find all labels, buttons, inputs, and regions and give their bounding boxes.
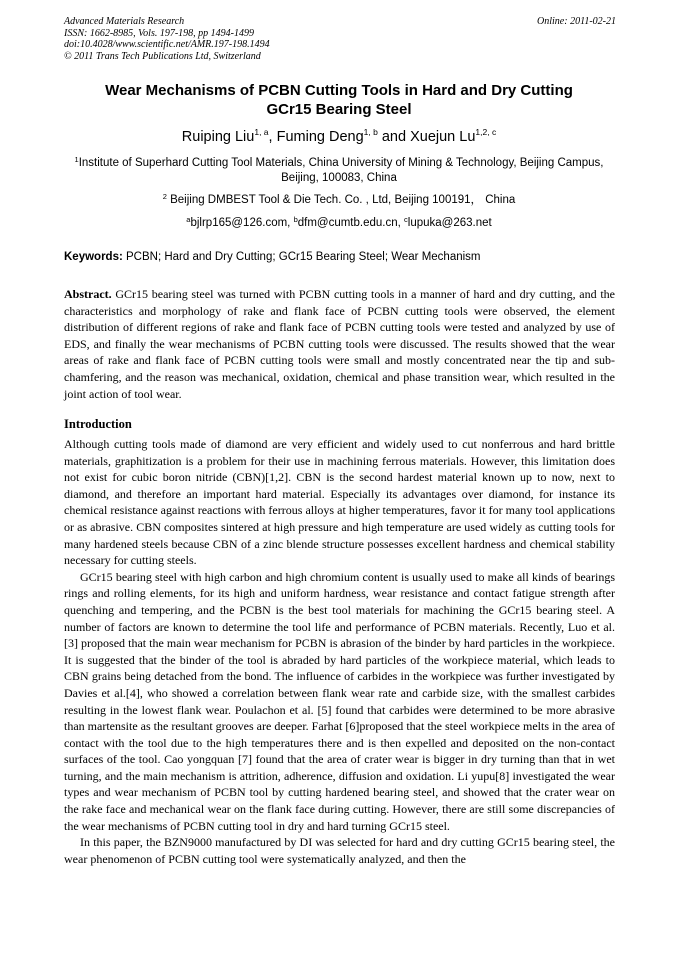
affiliation-2-text: Beijing DMBEST Tool & Die Tech. Co. , Ltd, Beijing 100191， China xyxy=(166,194,516,206)
keywords xyxy=(64,250,616,265)
online-date: Online: 2011-02-21 xyxy=(537,16,616,27)
affiliation-1 xyxy=(64,156,614,186)
title-line-1: Wear Mechanisms of PCBN Cutting Tools in Hard and Dry Cutting xyxy=(105,82,573,99)
author-sup-3: 1,2, c xyxy=(475,127,497,137)
abstract-label: Abstract. xyxy=(64,287,112,301)
author-list xyxy=(64,128,614,146)
author-separator-1: , xyxy=(268,129,277,145)
author-sup-2: 1, b xyxy=(363,127,378,137)
copyright-line: © 2011 Trans Tech Publications Ltd, Switzerland xyxy=(64,50,261,62)
abstract xyxy=(64,286,615,402)
doi-line: doi:10.4028/www.scientific.net/AMR.197-198.1494 xyxy=(64,39,270,50)
affiliation-2-sup: 2 xyxy=(162,192,167,201)
journal-header xyxy=(64,16,616,62)
paper-title xyxy=(64,81,614,119)
author-name-1: Ruiping Liu xyxy=(181,129,255,145)
email-a: bjlrp165@126.com, xyxy=(190,217,294,229)
email-c-sup: c xyxy=(404,215,408,224)
paragraph-1: Although cutting tools made of diamond are very efficient and widely used to cut nonferrous and hard brittle materials, graphitization is a problem for their use in machining ferrous materials. However, this limitation does not exist for cubic boron nitride (CBN)[1,2]. CBN is the second hardest material known up to now, next to diamond, and therefore an important hard material. Especially its advantages over diamond, for instance its chemical resistance against reactions with ferrous alloys at higher temperatures, favor it for many tool applications or as abrasive. CBN composites sintered at high pressure and high temperature are used widely as cutting tools for many hardened steels because CBN of a zinc blende structure possesses excellent hardness and chemical stability necessary for cutting steels. xyxy=(64,437,615,568)
email-a-sup: a xyxy=(186,215,191,224)
introduction-body xyxy=(64,436,615,867)
email-b: dfm@cumtb.edu.cn, xyxy=(297,217,405,229)
affiliation-2 xyxy=(64,193,614,208)
author-name-3: Xuejun Lu xyxy=(410,129,476,145)
email-c: lupuka@263.net xyxy=(407,217,492,229)
affiliation-1-text: Institute of Superhard Cutting Tool Materials, China University of Mining & Technology, Beijing Campus, Beijing, 100083, China xyxy=(78,157,604,184)
issn-line: ISSN: 1662-8985, Vols. 197-198, pp 1494-1499 xyxy=(64,27,254,39)
email-list xyxy=(64,216,614,231)
author-name-2: Fuming Deng xyxy=(276,129,364,145)
keywords-label: Keywords: xyxy=(64,251,123,263)
keywords-text: PCBN; Hard and Dry Cutting; GCr15 Bearing Steel; Wear Mechanism xyxy=(122,251,481,263)
journal-name: Advanced Materials Research xyxy=(64,16,185,27)
abstract-text: GCr15 bearing steel was turned with PCBN cutting tools in a manner of hard and dry cutting, and the characteristics and morphology of rake and flank face of PCBN cutting tools were observed, the element distribution of different regions of rake and flank face of PCBN cutting tools were tested and analyzed by use of EDS, and finally the wear mechanisms of PCBN cutting tools were discussed. The results showed that the wear areas of rake and flank face of PCBN cutting tools were small and mostly concentrated near the tip and sub-chamfering, and the reason was mechanical, oxidation, chemical and phase transition wear, which resulted in the joint action of tool wear. xyxy=(64,287,615,401)
email-b-sup: b xyxy=(293,215,298,224)
affiliation-1-sup: 1 xyxy=(74,155,79,164)
title-line-2: GCr15 Bearing Steel xyxy=(266,101,412,118)
author-separator-2: and xyxy=(377,129,411,145)
paragraph-2: GCr15 bearing steel with high carbon and high chromium content is usually used to make all kinds of bearings rings and rolling elements, for its high and uniform hardness, wear resistance and contact fatigue strength after quenching and tempering, and the PCBN is the best tool materials for machining the GCr15 bearing steel. A number of factors are known to determine the tool life and performance of PCBN materials. Recently, Luo et al. [3] proposed that the main wear mechanism for PCBN is abrasion of the binder by hard particles in the workpiece. It is suggested that the binder of the tool is abraded by hard particles of the workpiece material, which leads to CBN grains being detached from the bond. The influence of carbides in the workpiece was further investigated by Davies et al.[4], who showed a correlation between flank wear rate and carbide size, with the smallest carbides resulting in the lowest flank wear. Poulachon et al. [5] found that carbides were determined to be more abrasive than martensite as the resultant grooves are deeper. Farhat [6]proposed that the steel workpiece melts in the area of contact with the tool due to the high temperatures there and is then expelled and deposited on the non-contact surfaces of the tool. Cao yongquan [7] found that the area of crater wear is bigger in dry turning than that in wet turning, and the main mechanism is attrition, adherence, diffusion and oxidation. Li yupu[8] investigated the wear types and wear mechanism of PCBN tool by cutting hardened bearing steel, and showed that the crater wear on the rake face and mechanical wear on the flank face during cutting. However, there are still some discrepancies of the wear mechanisms of PCBN cutting tool in dry and hard turning GCr15 steel. xyxy=(64,569,615,833)
paragraph-3: In this paper, the BZN9000 manufactured by DI was selected for hard and dry cutting GCr15 bearing steel, the wear phenomenon of PCBN cutting tool were systematically analyzed, and then the xyxy=(64,835,615,866)
author-sup-1: 1, a xyxy=(254,127,269,137)
section-heading-introduction: Introduction xyxy=(64,417,132,431)
